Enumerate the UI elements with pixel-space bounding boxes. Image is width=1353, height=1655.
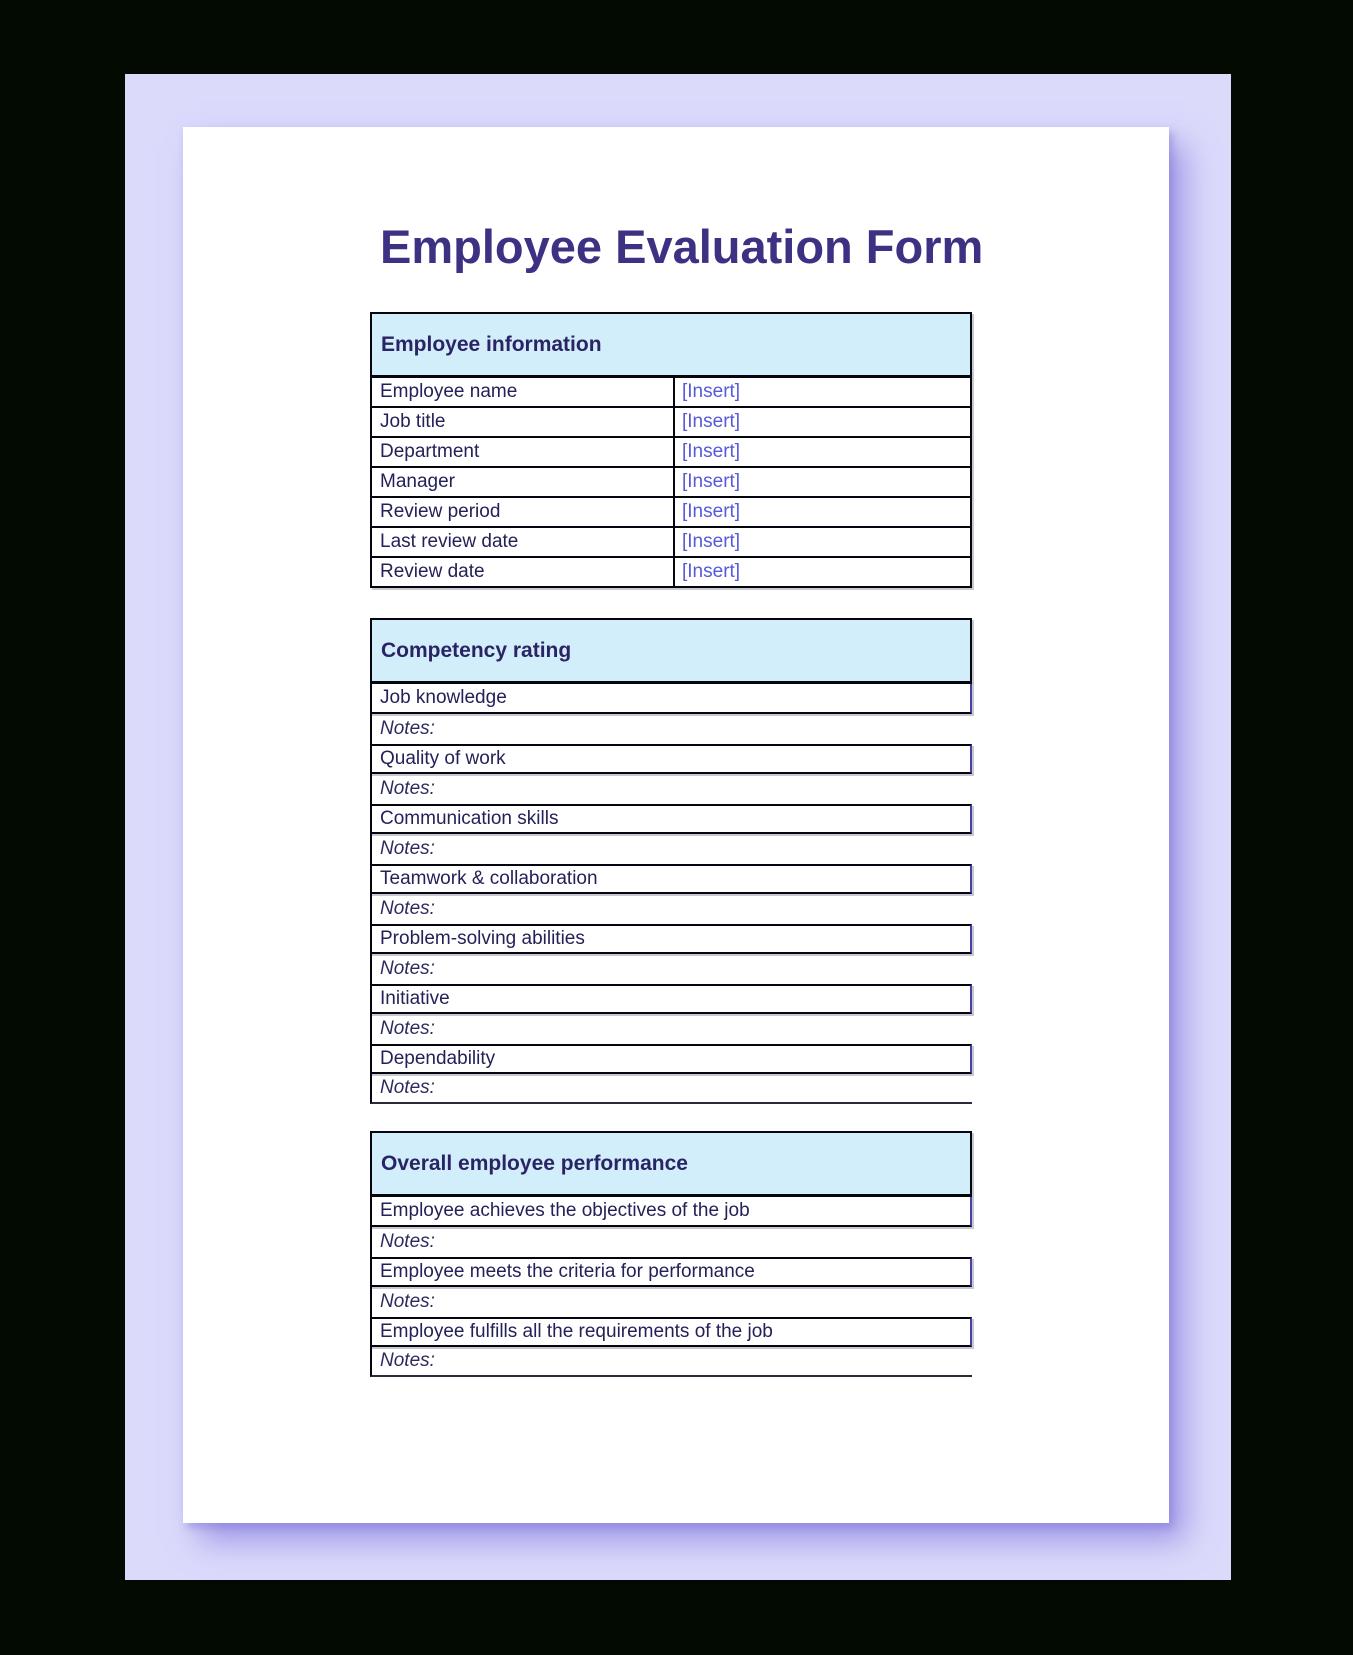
rating-item-label: Dependability xyxy=(370,1044,972,1074)
info-table-row xyxy=(370,378,972,408)
field-label: Department xyxy=(372,438,675,466)
notes-field[interactable]: Notes: xyxy=(370,894,972,924)
notes-field[interactable]: Notes: xyxy=(370,1014,972,1044)
employee-info-rows xyxy=(370,378,972,588)
rating-item-label: Problem-solving abilities xyxy=(370,924,972,954)
field-label: Job title xyxy=(372,408,675,436)
lavender-mat xyxy=(125,74,1231,1580)
section-header-label: Competency rating xyxy=(381,638,572,662)
field-value-insert[interactable]: [Insert] xyxy=(682,471,741,492)
rating-item-label: Employee achieves the objectives of the job xyxy=(370,1197,972,1227)
section-header-overall-performance xyxy=(370,1131,972,1197)
info-table-row xyxy=(370,438,972,468)
section-header-employee-information xyxy=(370,312,972,378)
rating-item-label: Job knowledge xyxy=(370,684,972,714)
notes-field[interactable]: Notes: xyxy=(370,1347,972,1377)
field-label: Manager xyxy=(372,468,675,496)
field-label: Employee name xyxy=(372,378,675,406)
info-table-row xyxy=(370,408,972,438)
notes-field[interactable]: Notes: xyxy=(370,1227,972,1257)
rating-item-label: Quality of work xyxy=(370,744,972,774)
rating-item-label: Employee meets the criteria for performance xyxy=(370,1257,972,1287)
notes-field[interactable]: Notes: xyxy=(370,954,972,984)
competency-rows xyxy=(370,684,972,1104)
info-table-row xyxy=(370,468,972,498)
notes-field[interactable]: Notes: xyxy=(370,834,972,864)
section-competency-rating xyxy=(370,618,972,1104)
field-value-insert[interactable]: [Insert] xyxy=(682,411,741,432)
field-value-insert[interactable]: [Insert] xyxy=(682,561,741,582)
field-value-insert[interactable]: [Insert] xyxy=(682,531,741,552)
rating-item-label: Teamwork & collaboration xyxy=(370,864,972,894)
section-employee-information xyxy=(370,312,972,588)
section-header-competency-rating xyxy=(370,618,972,684)
notes-field[interactable]: Notes: xyxy=(370,714,972,744)
info-table-row xyxy=(370,498,972,528)
field-value-insert[interactable]: [Insert] xyxy=(682,441,741,462)
section-header-label: Overall employee performance xyxy=(381,1151,688,1175)
info-table-row xyxy=(370,528,972,558)
performance-rows xyxy=(370,1197,972,1377)
section-overall-performance xyxy=(370,1131,972,1377)
field-label: Review period xyxy=(372,498,675,526)
rating-item-label: Employee fulfills all the requirements of the job xyxy=(370,1317,972,1347)
info-table-row xyxy=(370,558,972,588)
field-value-insert[interactable]: [Insert] xyxy=(682,381,741,402)
field-label: Last review date xyxy=(372,528,675,556)
section-header-label: Employee information xyxy=(381,332,602,356)
rating-item-label: Initiative xyxy=(370,984,972,1014)
field-label: Review date xyxy=(372,558,675,586)
field-value-insert[interactable]: [Insert] xyxy=(682,501,741,522)
notes-field[interactable]: Notes: xyxy=(370,1287,972,1317)
page-title: Employee Evaluation Form xyxy=(380,220,984,273)
document-page xyxy=(183,127,1169,1523)
notes-field[interactable]: Notes: xyxy=(370,774,972,804)
notes-field[interactable]: Notes: xyxy=(370,1074,972,1104)
rating-item-label: Communication skills xyxy=(370,804,972,834)
